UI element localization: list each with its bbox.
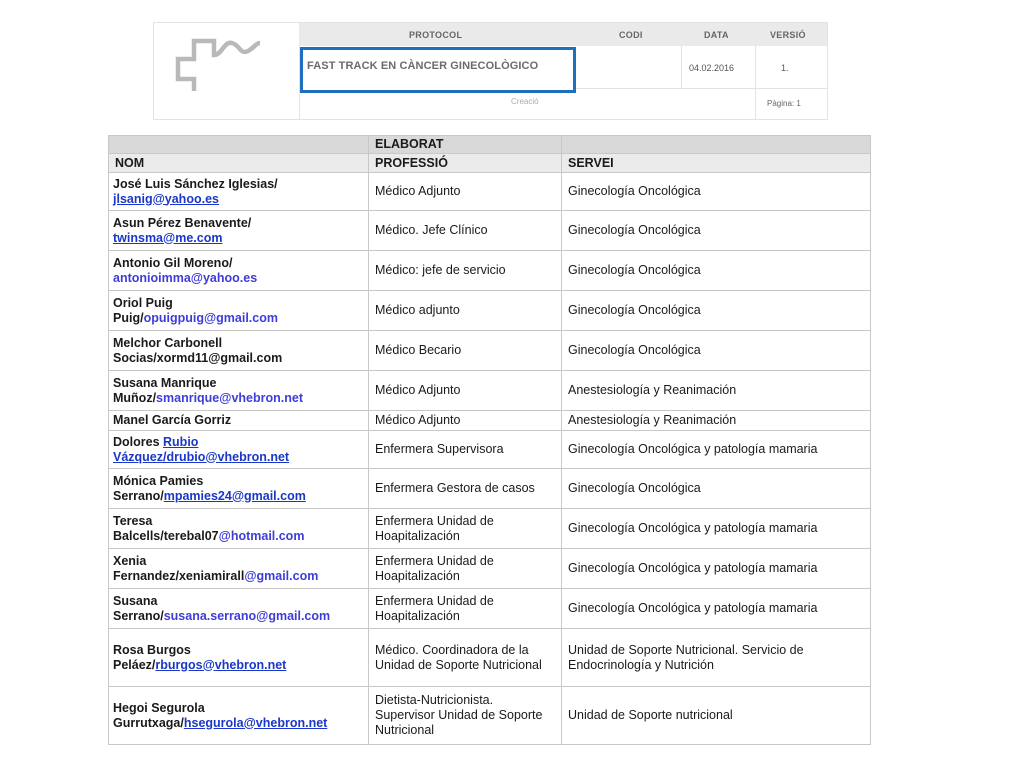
person-name: Teresa	[113, 513, 153, 528]
page-number: Pàgina: 1	[767, 99, 801, 108]
table-row	[109, 371, 871, 411]
name-cell	[109, 291, 369, 331]
email-link[interactable]: twinsma@me.com	[113, 230, 223, 245]
table-row	[109, 173, 871, 211]
name-cell	[109, 331, 369, 371]
person-surname: Peláez/	[113, 657, 156, 672]
email-link[interactable]: jlsanig@yahoo.es	[113, 191, 219, 206]
profession-cell: Médico Adjunto	[369, 371, 562, 411]
divider	[755, 46, 756, 119]
name-cell	[109, 687, 369, 745]
profession-cell: Médico Becario	[369, 331, 562, 371]
profession-cell: Médico. Coordinadora de la Unidad de Soporte Nutricional	[369, 629, 562, 687]
name-cell	[109, 371, 369, 411]
person-name: Mónica Pamies	[113, 473, 204, 488]
protocol-label: PROTOCOL	[409, 30, 463, 40]
service-cell: Anestesiología y Reanimación	[562, 411, 871, 431]
service-cell: Ginecología Oncológica	[562, 291, 871, 331]
table-row	[109, 589, 871, 629]
person-name: Dolores	[113, 434, 164, 449]
table-row	[109, 211, 871, 251]
name-cell	[109, 411, 369, 431]
service-cell: Unidad de Soporte Nutricional. Servicio de Endocrinología y Nutrición	[562, 629, 871, 687]
person-name: Asun Pérez Benavente/	[113, 215, 252, 230]
person-surname: Balcells/terebal07	[113, 528, 219, 543]
profession-cell: Enfermera Gestora de casos	[369, 469, 562, 509]
profession-cell: Médico Adjunto	[369, 411, 562, 431]
name-cell	[109, 549, 369, 589]
person-surname: Muñoz/	[113, 390, 157, 405]
person-name: José Luis Sánchez Iglesias/	[113, 176, 278, 191]
protocol-title: FAST TRACK EN CÀNCER GINECOLÒGICO	[307, 60, 539, 72]
name-cell	[109, 211, 369, 251]
service-cell: Ginecología Oncológica y patología mamaria	[562, 509, 871, 549]
name-cell	[109, 251, 369, 291]
service-cell: Ginecología Oncológica y patología mamaria	[562, 589, 871, 629]
table-row	[109, 411, 871, 431]
person-name: Manel García Gorriz	[113, 413, 232, 427]
versio-label: VERSIÓ	[770, 30, 806, 40]
name-link[interactable]: Rubio	[163, 434, 199, 449]
service-cell: Ginecología Oncológica	[562, 211, 871, 251]
person-name: Susana Manrique	[113, 375, 217, 390]
table-row	[109, 549, 871, 589]
email-link[interactable]: mpamies24@gmail.com	[163, 488, 306, 503]
section-row	[109, 136, 871, 154]
email-link[interactable]: rburgos@vhebron.net	[155, 657, 287, 672]
profession-cell: Médico. Jefe Clínico	[369, 211, 562, 251]
service-cell: Ginecología Oncológica	[562, 331, 871, 371]
service-cell: Ginecología Oncológica	[562, 173, 871, 211]
person-name: Oriol Puig	[113, 295, 173, 310]
data-label: DATA	[704, 30, 729, 40]
table-row	[109, 687, 871, 745]
column-header-row	[109, 154, 871, 173]
profession-cell: Enfermera Supervisora	[369, 431, 562, 469]
table-row	[109, 509, 871, 549]
col-nom: NOM	[109, 154, 369, 173]
profession-cell: Médico adjunto	[369, 291, 562, 331]
email-link[interactable]: @gmail.com	[244, 568, 319, 583]
name-cell	[109, 509, 369, 549]
version-value: 1.	[781, 63, 789, 73]
profession-cell: Enfermera Unidad de Hoapitalización	[369, 589, 562, 629]
email-link[interactable]: susana.serrano@gmail.com	[163, 608, 331, 623]
person-surname: Puig/	[113, 310, 144, 325]
email-link[interactable]: Vázquez/drubio@vhebron.net	[113, 449, 290, 464]
email-link[interactable]: @hotmail.com	[218, 528, 305, 543]
col-servei: SERVEI	[562, 154, 871, 173]
service-cell: Ginecología Oncológica	[562, 469, 871, 509]
person-surname: Serrano/	[113, 488, 164, 503]
person-surname: Fernandez/xeniamirall	[113, 568, 245, 583]
person-name: Rosa Burgos	[113, 642, 191, 657]
table-row	[109, 291, 871, 331]
person-surname: Gurrutxaga/	[113, 715, 184, 730]
table-row	[109, 331, 871, 371]
header-labels-row	[299, 23, 827, 46]
date-value: 04.02.2016	[689, 63, 735, 73]
col-professio: PROFESSIÓ	[369, 154, 562, 173]
person-name: Antonio Gil Moreno/	[113, 255, 233, 270]
name-cell	[109, 431, 369, 469]
service-cell: Ginecología Oncológica y patología mamaria	[562, 431, 871, 469]
name-cell	[109, 173, 369, 211]
email-link[interactable]: opuigpuig@gmail.com	[143, 310, 278, 325]
divider	[576, 88, 827, 89]
name-cell	[109, 629, 369, 687]
document-header	[153, 22, 828, 120]
logo-cell	[154, 23, 300, 119]
profession-cell: Dietista-Nutricionista. Supervisor Unidad de Soporte Nutricional	[369, 687, 562, 745]
person-surname: Serrano/	[113, 608, 164, 623]
elaborat-table	[108, 135, 871, 745]
service-cell: Ginecología Oncológica y patología mamaria	[562, 549, 871, 589]
profession-cell: Médico Adjunto	[369, 173, 562, 211]
profession-cell: Enfermera Unidad de Hoapitalización	[369, 549, 562, 589]
email-link[interactable]: antonioimma@yahoo.es	[113, 270, 258, 285]
table-row	[109, 431, 871, 469]
person-name: Melchor Carbonell	[113, 335, 223, 350]
table-row	[109, 251, 871, 291]
protocol-title-box	[300, 47, 576, 93]
service-cell: Ginecología Oncológica	[562, 251, 871, 291]
section-title: ELABORAT	[369, 136, 562, 154]
table-row	[109, 469, 871, 509]
name-cell	[109, 589, 369, 629]
person-name: Hegoi Segurola	[113, 700, 205, 715]
codi-label: CODI	[619, 30, 643, 40]
profession-cell: Enfermera Unidad de Hoapitalización	[369, 509, 562, 549]
table-row	[109, 629, 871, 687]
name-cell	[109, 469, 369, 509]
service-cell: Anestesiología y Reanimación	[562, 371, 871, 411]
profession-cell: Médico: jefe de servicio	[369, 251, 562, 291]
person-name: Xenia	[113, 553, 147, 568]
email-link[interactable]: hsegurola@vhebron.net	[183, 715, 328, 730]
service-cell: Unidad de Soporte nutricional	[562, 687, 871, 745]
email-link[interactable]: smanrique@vhebron.net	[156, 390, 303, 405]
divider	[681, 46, 682, 88]
person-name: Susana	[113, 593, 158, 608]
creacio-label: Creació	[511, 97, 539, 106]
person-surname-email: Socias/xormd11@gmail.com	[113, 350, 283, 365]
hospital-logo-icon	[168, 29, 278, 114]
